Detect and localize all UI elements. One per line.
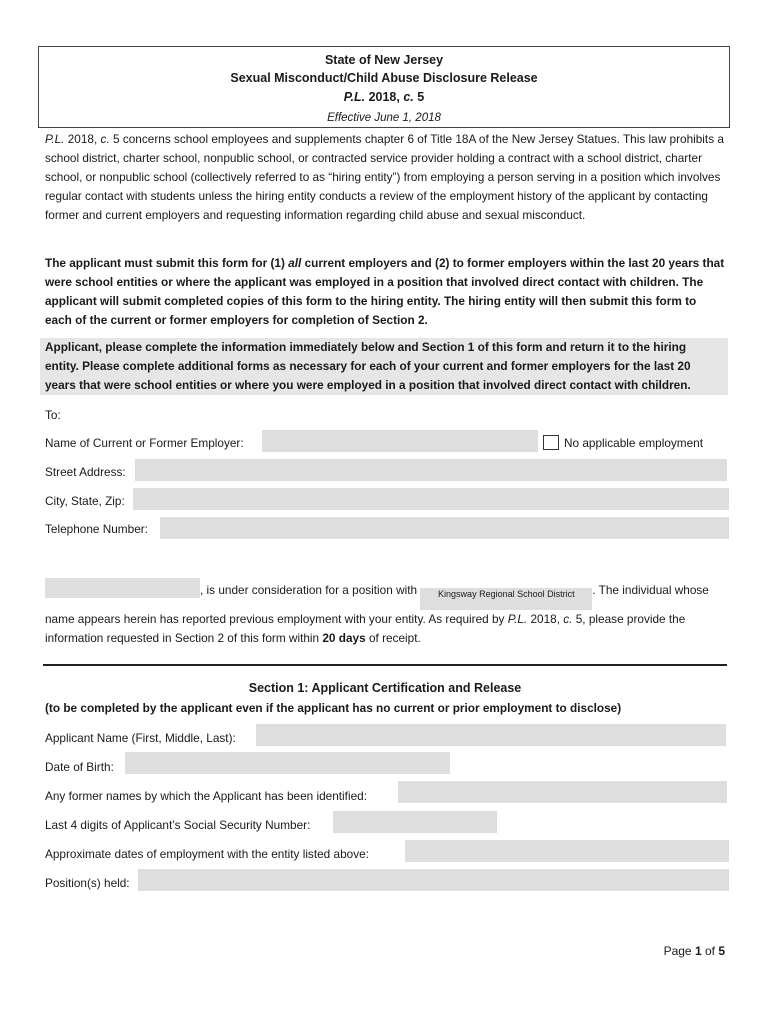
employment-dates-field[interactable] — [405, 840, 729, 862]
section1-subtitle: (to be completed by the applicant even if the applicant has no current or prior employment to disclose) — [45, 701, 622, 715]
form-header — [38, 46, 730, 128]
employer-name-label: Name of Current or Former Employer: — [45, 436, 244, 450]
instructions-paragraph: The applicant must submit this form for (1) all current employers and (2) to former employers within the last 20 years that were school entities or where the applicant was employed in a position that involved direct contact with children. The applicant will submit completed copies of this form to the hiring entity. The hiring entity will then submit this form to each of the current or former employers for completion of Section 2. — [45, 256, 725, 327]
dob-label: Date of Birth: — [45, 760, 114, 774]
positions-label: Position(s) held: — [45, 876, 130, 890]
applicant-note: Applicant, please complete the information immediately below and Section 1 of this form and return it to the hiring entity. Please complete additional forms as necessary for each of your current and former employers for the last 20 years that were school entities or where you were employed in a position that involved direct contact with children. — [40, 338, 728, 395]
dob-field[interactable] — [125, 752, 450, 774]
applicant-name-label: Applicant Name (First, Middle, Last): — [45, 731, 236, 745]
header-effective-date: Effective June 1, 2018 — [327, 112, 441, 124]
hiring-district-field[interactable]: Kingsway Regional School District — [420, 588, 592, 610]
employment-dates-label: Approximate dates of employment with the entity listed above: — [45, 847, 369, 861]
ssn-field[interactable] — [333, 811, 497, 833]
ssn-label: Last 4 digits of Applicant’s Social Security Number: — [45, 818, 311, 832]
former-names-field[interactable] — [398, 781, 727, 803]
street-address-field[interactable] — [135, 459, 727, 481]
applicant-name-blank[interactable] — [45, 578, 200, 598]
section1-title: Section 1: Applicant Certification and Release — [248, 681, 522, 695]
telephone-field[interactable] — [160, 517, 729, 539]
former-names-label: Any former names by which the Applicant has been identified: — [45, 789, 367, 803]
header-form-title: Sexual Misconduct/Child Abuse Disclosure Release — [230, 71, 538, 85]
city-state-zip-field[interactable] — [133, 488, 729, 510]
employer-name-field[interactable] — [262, 430, 538, 452]
header-state: State of New Jersey — [324, 53, 444, 67]
telephone-label: Telephone Number: — [45, 522, 148, 536]
page-number: Page 1 of 5 — [663, 944, 725, 958]
no-employment-label: No applicable employment — [564, 436, 704, 450]
consideration-paragraph: , is under consideration for a position with Kingsway Regional School District . The individual whose name appears herein has reported previous employment with your entity. As required by P.L. 2018, c. 5, please provide the information requested in Section 2 of this form within 20 days of receipt. — [45, 578, 725, 648]
to-label: To: — [45, 408, 61, 422]
street-address-label: Street Address: — [45, 465, 126, 479]
section-divider — [43, 664, 727, 666]
header-law: P.L. 2018, c. 5 — [343, 90, 425, 104]
no-employment-checkbox[interactable] — [543, 435, 559, 450]
positions-field[interactable] — [138, 869, 729, 891]
intro-paragraph: P.L. 2018, c. 5 concerns school employees and supplements chapter 6 of Title 18A of the New Jersey Statues. This law prohibits a school district, charter school, nonpublic school, or contracted service provider holding a contract with a school district, charter school, or nonpublic school (collectively referred to as “hiring entity”) from employing a person serving in a position which involves regular contact with students unless the hiring entity conducts a review of the employment history of the applicant by contacting former and current employers and requesting information regarding child abuse and sexual misconduct. — [45, 132, 724, 222]
city-state-zip-label: City, State, Zip: — [45, 494, 125, 508]
applicant-name-field[interactable] — [256, 724, 726, 746]
